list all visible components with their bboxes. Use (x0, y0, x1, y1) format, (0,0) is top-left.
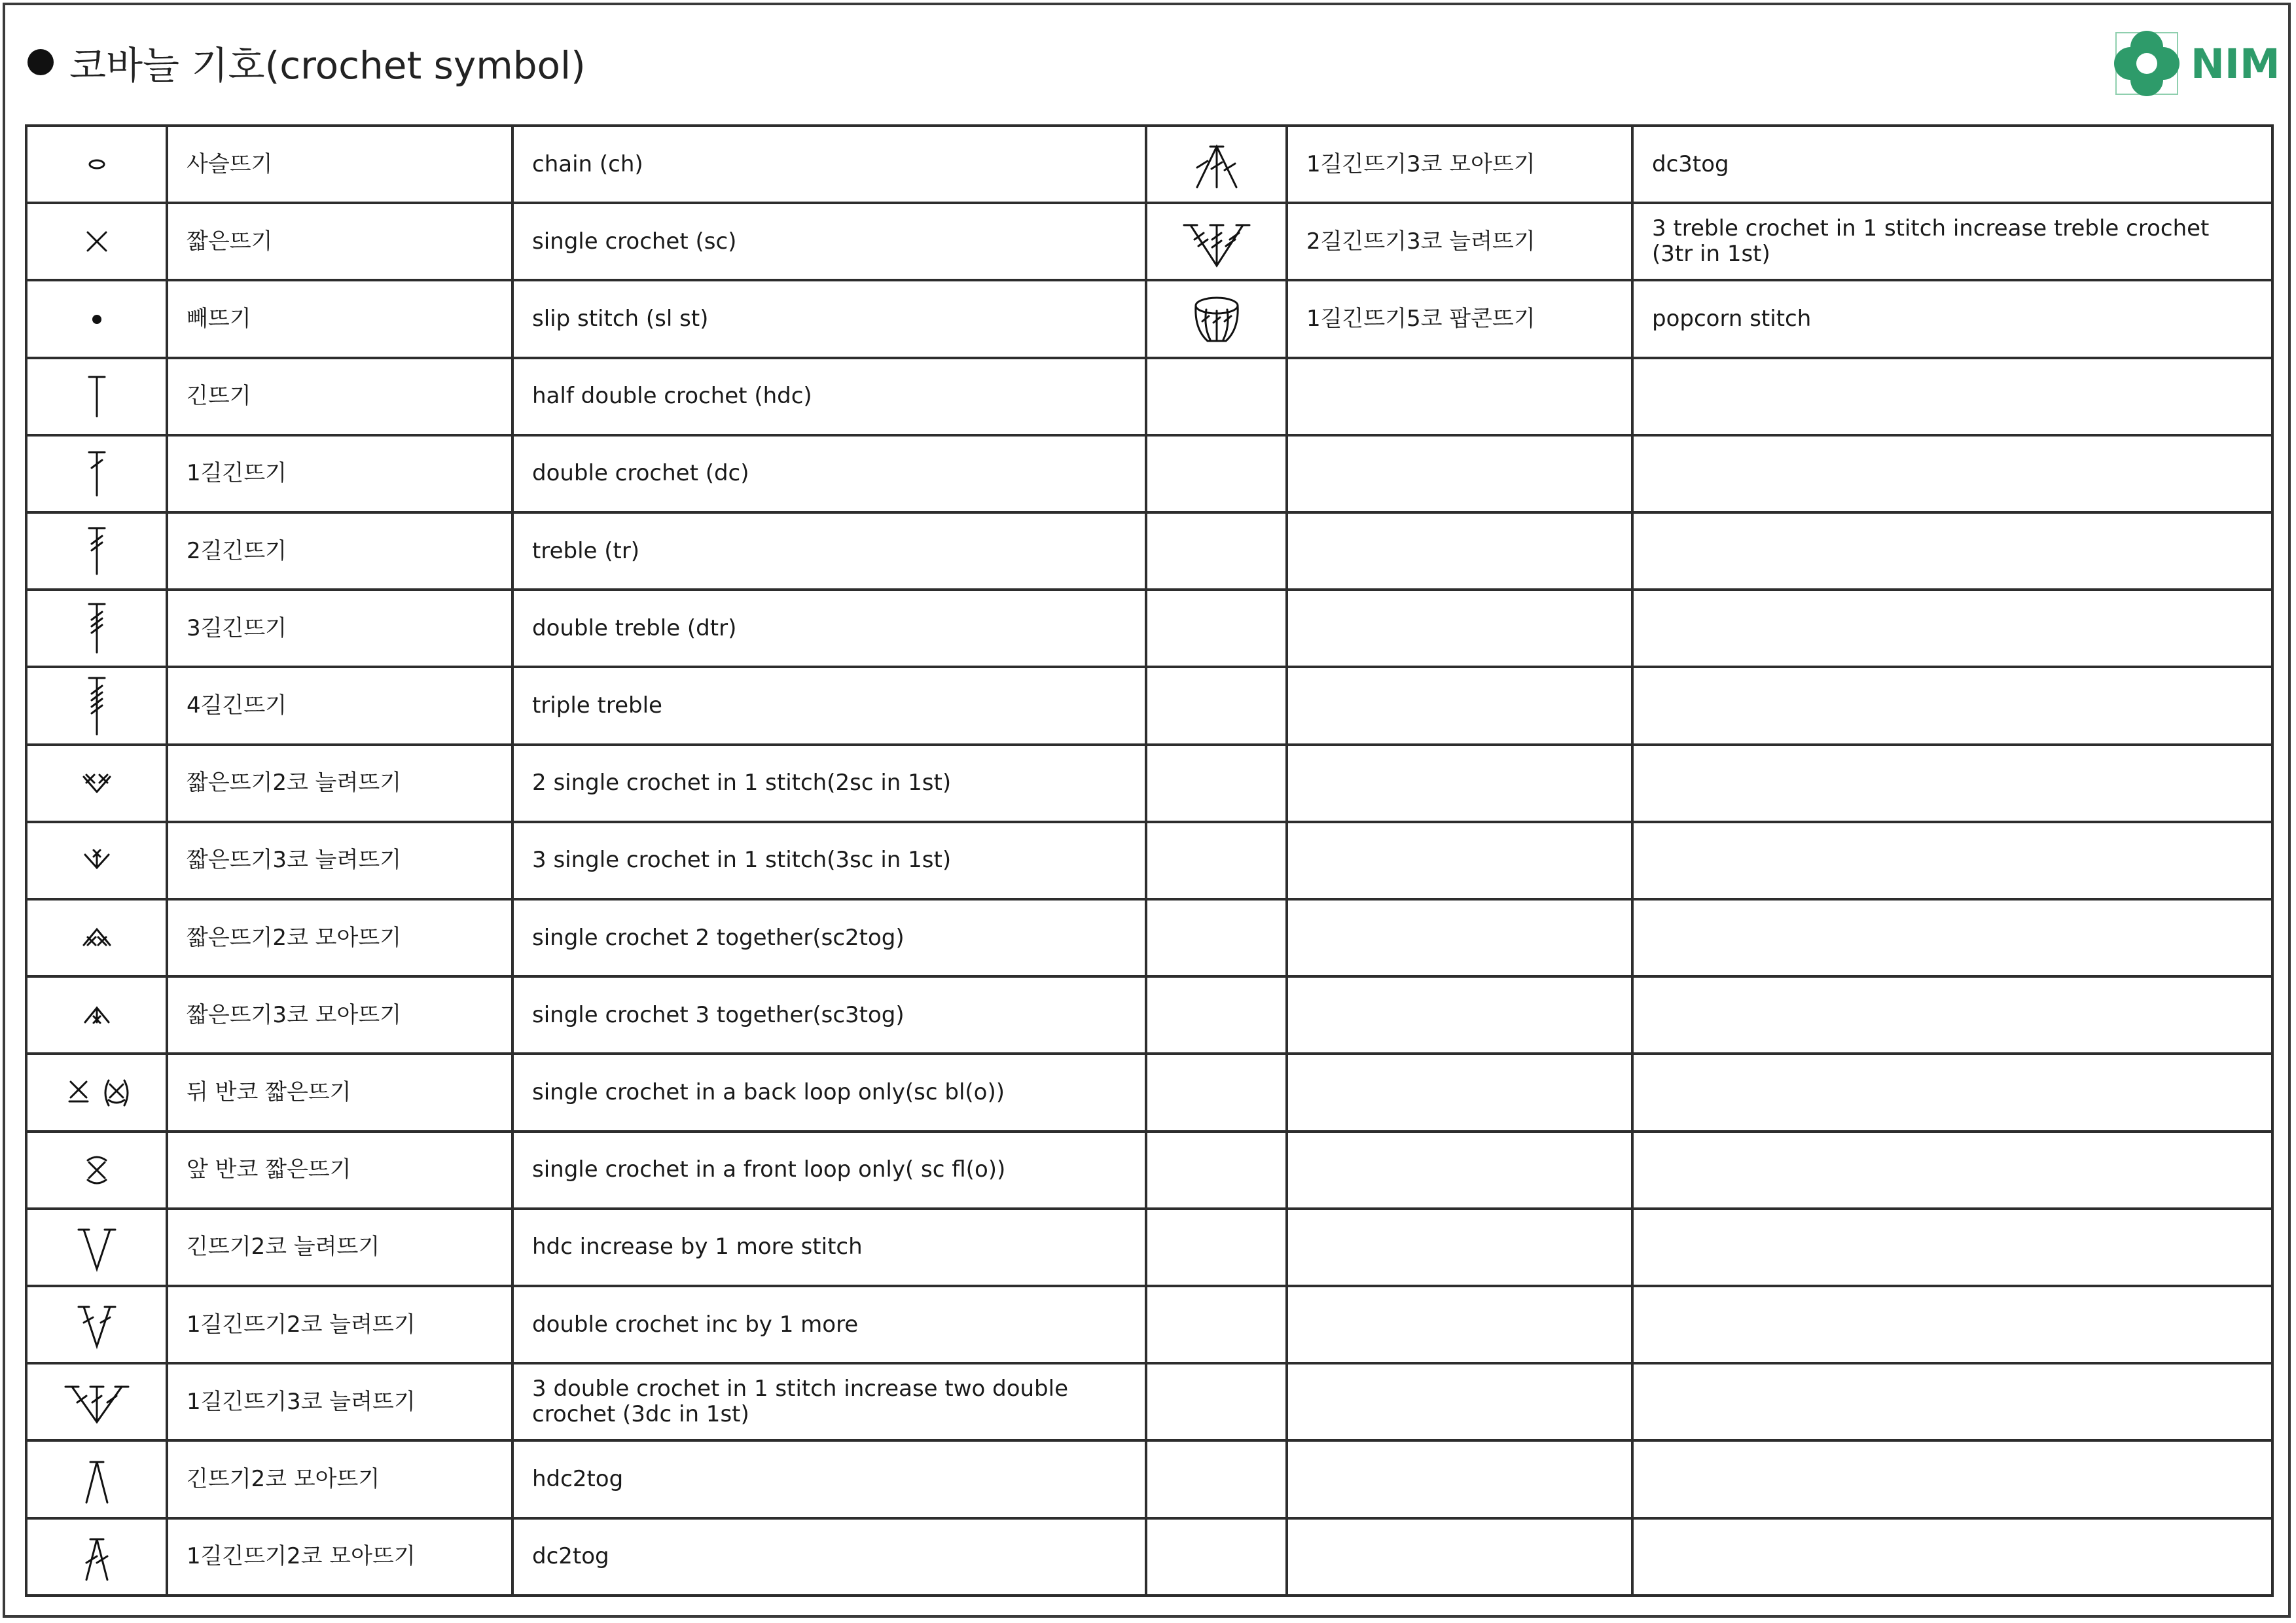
symbol-cell (1146, 1363, 1287, 1440)
korean-name-cell: 1길긴뜨기 (167, 435, 512, 512)
english-name-cell: dc3tog (1632, 126, 2272, 203)
english-name-cell: triple treble (512, 667, 1146, 744)
english-name-cell: 3 treble crochet in 1 stitch increase treble crochet (3tr in 1st) (1632, 203, 2272, 280)
korean-name-cell: 뒤 반코 짧은뜨기 (167, 1054, 512, 1131)
korean-name-cell (1287, 976, 1632, 1054)
symbol-cell (26, 1440, 167, 1518)
double-treble-symbol-icon (58, 592, 136, 664)
symbol-cell (26, 822, 167, 899)
symbol-cell (1146, 203, 1287, 280)
korean-name-cell: 짧은뜨기3코 모아뜨기 (167, 976, 512, 1054)
english-name-cell: chain (ch) (512, 126, 1146, 203)
symbol-table (25, 124, 2274, 1597)
symbol-cell (1146, 280, 1287, 357)
dc3tog-symbol-icon (1177, 128, 1256, 200)
table-row (26, 822, 2272, 899)
korean-name-cell (1287, 1132, 1632, 1209)
page-title-text: 코바늘 기호(crochet symbol) (69, 43, 586, 88)
symbol-cell (26, 203, 167, 280)
symbol-cell (26, 512, 167, 590)
korean-name-cell: 1길긴뜨기5코 팝콘뜨기 (1287, 280, 1632, 357)
korean-name-cell (1287, 435, 1632, 512)
symbol-cell (26, 1363, 167, 1440)
symbol-cell (1146, 590, 1287, 667)
korean-name-cell (1287, 745, 1632, 822)
english-name-cell (1632, 1209, 2272, 1286)
english-name-cell (1632, 1518, 2272, 1596)
symbol-cell (26, 435, 167, 512)
symbol-cell (26, 1286, 167, 1363)
dc-increase-symbol-icon (58, 1289, 136, 1361)
symbol-cell (1146, 899, 1287, 976)
triple-treble-symbol-icon (58, 670, 136, 742)
english-name-cell (1632, 822, 2272, 899)
page-title (27, 36, 586, 88)
korean-name-cell (1287, 1363, 1632, 1440)
english-name-cell (1632, 976, 2272, 1054)
english-name-cell: single crochet (sc) (512, 203, 1146, 280)
symbol-cell (26, 1209, 167, 1286)
english-name-cell: single crochet 2 together(sc2tog) (512, 899, 1146, 976)
english-name-cell: single crochet 3 together(sc3tog) (512, 976, 1146, 1054)
symbol-cell (26, 280, 167, 357)
korean-name-cell (1287, 512, 1632, 590)
english-name-cell (1632, 435, 2272, 512)
symbol-cell (1146, 358, 1287, 435)
table-row (26, 435, 2272, 512)
korean-name-cell: 1길긴뜨기3코 늘려뜨기 (167, 1363, 512, 1440)
symbol-cell (26, 1518, 167, 1596)
korean-name-cell: 사슬뜨기 (167, 126, 512, 203)
symbol-cell (26, 358, 167, 435)
single-crochet-symbol-icon (58, 205, 136, 277)
korean-name-cell: 긴뜨기 (167, 358, 512, 435)
english-name-cell: half double crochet (hdc) (512, 358, 1146, 435)
korean-name-cell (1287, 1518, 1632, 1596)
korean-name-cell (1287, 822, 1632, 899)
symbol-cell (26, 1132, 167, 1209)
logo-text: NIM (2191, 39, 2280, 88)
table-row (26, 280, 2272, 357)
symbol-cell (1146, 435, 1287, 512)
treble-symbol-icon (58, 515, 136, 587)
korean-name-cell (1287, 899, 1632, 976)
korean-name-cell: 짧은뜨기 (167, 203, 512, 280)
english-name-cell (1632, 1132, 2272, 1209)
korean-name-cell (1287, 1209, 1632, 1286)
popcorn-symbol-icon (1177, 283, 1256, 355)
english-name-cell: double crochet (dc) (512, 435, 1146, 512)
sc3tog-symbol-icon (58, 979, 136, 1051)
symbol-cell (1146, 745, 1287, 822)
sc-2-increase-symbol-icon (58, 747, 136, 819)
english-name-cell: dc2tog (512, 1518, 1146, 1596)
table-row (26, 358, 2272, 435)
sc2tog-symbol-icon (58, 902, 136, 974)
english-name-cell: hdc2tog (512, 1440, 1146, 1518)
english-name-cell (1632, 1440, 2272, 1518)
hdc2tog-symbol-icon (58, 1444, 136, 1516)
sc-front-loop-symbol-icon (58, 1134, 136, 1206)
symbol-cell (1146, 1132, 1287, 1209)
symbol-cell (1146, 1518, 1287, 1596)
korean-name-cell (1287, 1440, 1632, 1518)
slip-stitch-symbol-icon (58, 283, 136, 355)
english-name-cell (1632, 358, 2272, 435)
flower-logo-icon (2111, 27, 2183, 99)
double-crochet-symbol-icon (58, 438, 136, 510)
english-name-cell: treble (tr) (512, 512, 1146, 590)
symbol-cell (1146, 1054, 1287, 1131)
korean-name-cell: 1길긴뜨기2코 모아뜨기 (167, 1518, 512, 1596)
symbol-cell (1146, 667, 1287, 744)
table-row (26, 1363, 2272, 1440)
korean-name-cell: 2길긴뜨기 (167, 512, 512, 590)
korean-name-cell: 4길긴뜨기 (167, 667, 512, 744)
symbol-cell (26, 745, 167, 822)
table-row (26, 1209, 2272, 1286)
symbol-cell (1146, 976, 1287, 1054)
korean-name-cell: 3길긴뜨기 (167, 590, 512, 667)
english-name-cell: 2 single crochet in 1 stitch(2sc in 1st) (512, 745, 1146, 822)
chain-symbol-icon (58, 128, 136, 200)
korean-name-cell: 짧은뜨기2코 모아뜨기 (167, 899, 512, 976)
table-row (26, 1518, 2272, 1596)
english-name-cell (1632, 590, 2272, 667)
english-name-cell: slip stitch (sl st) (512, 280, 1146, 357)
sc-back-loop-symbol-icon (58, 1057, 136, 1129)
english-name-cell (1632, 745, 2272, 822)
english-name-cell (1632, 667, 2272, 744)
table-row (26, 1132, 2272, 1209)
symbol-cell (26, 976, 167, 1054)
korean-name-cell (1287, 358, 1632, 435)
english-name-cell (1632, 512, 2272, 590)
dc2tog-symbol-icon (58, 1521, 136, 1593)
symbol-cell (1146, 1286, 1287, 1363)
korean-name-cell: 긴뜨기2코 늘려뜨기 (167, 1209, 512, 1286)
symbol-cell (1146, 126, 1287, 203)
table-row (26, 512, 2272, 590)
symbol-cell (26, 590, 167, 667)
english-name-cell: 3 single crochet in 1 stitch(3sc in 1st) (512, 822, 1146, 899)
symbol-cell (26, 126, 167, 203)
table-row (26, 590, 2272, 667)
korean-name-cell (1287, 590, 1632, 667)
korean-name-cell: 짧은뜨기2코 늘려뜨기 (167, 745, 512, 822)
symbol-cell (1146, 1209, 1287, 1286)
table-row (26, 1054, 2272, 1131)
symbol-cell (1146, 822, 1287, 899)
table-row (26, 1286, 2272, 1363)
korean-name-cell (1287, 667, 1632, 744)
table-row (26, 899, 2272, 976)
english-name-cell: hdc increase by 1 more stitch (512, 1209, 1146, 1286)
symbol-cell (26, 1054, 167, 1131)
english-name-cell (1632, 899, 2272, 976)
table-row (26, 667, 2272, 744)
table-row (26, 745, 2272, 822)
english-name-cell (1632, 1054, 2272, 1131)
english-name-cell (1632, 1286, 2272, 1363)
symbol-cell (1146, 1440, 1287, 1518)
half-double-crochet-symbol-icon (58, 361, 136, 433)
brand-logo (2111, 27, 2280, 99)
dc-3-increase-symbol-icon (58, 1366, 136, 1438)
korean-name-cell: 앞 반코 짧은뜨기 (167, 1132, 512, 1209)
english-name-cell: double crochet inc by 1 more (512, 1286, 1146, 1363)
english-name-cell: single crochet in a front loop only( sc fl(o)) (512, 1132, 1146, 1209)
english-name-cell: double treble (dtr) (512, 590, 1146, 667)
korean-name-cell: 1길긴뜨기3코 모아뜨기 (1287, 126, 1632, 203)
english-name-cell: popcorn stitch (1632, 280, 2272, 357)
table-row (26, 126, 2272, 203)
symbol-cell (1146, 512, 1287, 590)
bullet-icon (27, 49, 54, 75)
table-row (26, 1440, 2272, 1518)
hdc-increase-symbol-icon (58, 1211, 136, 1283)
korean-name-cell (1287, 1286, 1632, 1363)
korean-name-cell: 짧은뜨기3코 늘려뜨기 (167, 822, 512, 899)
sc-3-increase-symbol-icon (58, 825, 136, 897)
symbol-cell (26, 667, 167, 744)
korean-name-cell: 빼뜨기 (167, 280, 512, 357)
korean-name-cell: 1길긴뜨기2코 늘려뜨기 (167, 1286, 512, 1363)
english-name-cell: 3 double crochet in 1 stitch increase two double crochet (3dc in 1st) (512, 1363, 1146, 1440)
english-name-cell (1632, 1363, 2272, 1440)
tr-3-increase-symbol-icon (1177, 205, 1256, 277)
korean-name-cell (1287, 1054, 1632, 1131)
table-row (26, 976, 2272, 1054)
korean-name-cell: 2길긴뜨기3코 늘려뜨기 (1287, 203, 1632, 280)
table-row (26, 203, 2272, 280)
symbol-cell (26, 899, 167, 976)
korean-name-cell: 긴뜨기2코 모아뜨기 (167, 1440, 512, 1518)
english-name-cell: single crochet in a back loop only(sc bl(o)) (512, 1054, 1146, 1131)
